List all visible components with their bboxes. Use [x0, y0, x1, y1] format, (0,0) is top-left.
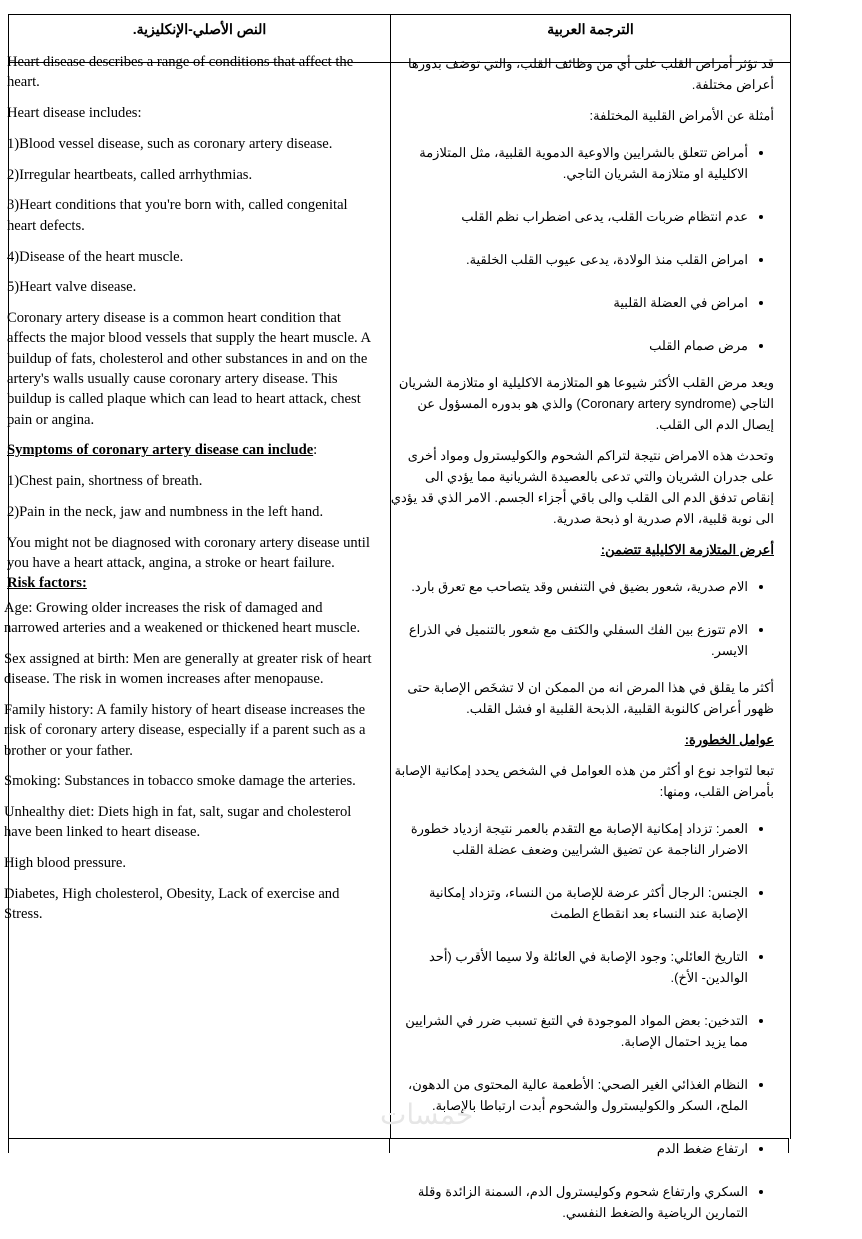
cad-paragraph: Coronary artery disease is a common heart condition that affects the major blood vessels that supply the heart muscle. A buildup of fats, cholesterol and other substances in and on the artery's walls usually cause coronary artery disease. This buildup is called plaque which can lead to heart attack, chest pain or angina. — [7, 310, 371, 428]
symptoms-heading: Symptoms of coronary artery disease can include — [7, 442, 314, 459]
risk-item: • التاريخ العائلي: وجود الإصابة في العائلة ولا سيما الأقرب (أحد الوالدين- الأخ). — [389, 940, 748, 988]
list-item: • مرض صمام القلب — [389, 329, 748, 356]
cause-paragraph: وتحدث هذه الامراض نتيجة لتراكم الشحوم والكوليسترول ومواد أخرى على جدران الشريان والتي تدعى بالعصيدة الشريانية مما يؤدي الى إنقاص تدفق الدم الى القلب والى باقي أجزاء الجسم. الامر الذي قد يؤدي الى نوبة قلبية، الام صدرية او ذبحة صدرية. — [390, 448, 774, 526]
arabic-column — [389, 53, 774, 1239]
risk-item: Unhealthy diet: Diets high in fat, salt, sugar and cholesterol have been linked to heart disease. — [4, 804, 352, 841]
includes-label: Heart disease includes: — [7, 105, 142, 122]
risk-item: • التدخين: بعض المواد الموجودة في التبغ تسبب ضرر في الشرايين مما يزيد احتمال الإصابة. — [389, 1004, 748, 1052]
list-item: 3)Heart conditions that you're born with, called congenital heart defects. — [7, 197, 348, 234]
list-item: • امراض في العضلة القلبية — [389, 286, 748, 313]
symptoms-heading: أعرض المتلازمة الاكليلية تتضمن: — [600, 542, 774, 557]
header-original: النص الأصلي-الإنكليزية. — [9, 15, 390, 63]
list-item: • عدم انتظام ضربات القلب، يدعى اضطراب نظم القلب — [389, 200, 748, 227]
risk-item: • العمر: تزداد إمكانية الإصابة مع التقدم بالعمر نتيجة ازدياد خطورة الاضرار الناجمة عن تضيق الشرايين وضعف عضلة القلب — [389, 812, 748, 860]
row-border — [8, 1139, 9, 1153]
diagnosis-paragraph: You might not be diagnosed with coronary artery disease until you have a heart attack, angina, a stroke or heart failure. — [7, 534, 370, 572]
diagnosis-paragraph: أكثر ما يقلق في هذا المرض انه من الممكن ان لا تشخَص الإصابة حتى ظهور أعراض كالنوبة القلبية، الذبحة القلبية او فشل القلب. — [407, 680, 774, 716]
examples-label: أمثلة عن الأمراض القلبية المختلفة: — [589, 108, 774, 123]
list-item: • أمراض تتعلق بالشرايين والاوعية الدموية القلبية، مثل المتلازمة الاكليلية او متلازمة الشريان التاجي. — [389, 136, 748, 184]
list-item: • الام صدرية، شعور بضيق في التنفس وقد يتصاحب مع تعرق بارد. — [389, 570, 748, 597]
risk-list — [389, 812, 774, 1223]
risk-item: • ارتفاع ضغط الدم — [389, 1132, 748, 1159]
list-item: • امراض القلب منذ الولادة، يدعى عيوب القلب الخلقية. — [389, 243, 748, 270]
colon: : — [313, 442, 318, 459]
column-divider — [389, 1139, 390, 1153]
list-item: 2)Irregular heartbeats, called arrhythmias. — [7, 166, 253, 183]
row-border — [788, 1139, 789, 1153]
risk-item: Age: Growing older increases the risk of damaged and narrowed arteries and a weakened or thickened heart muscle. — [4, 599, 361, 637]
list-item: 5)Heart valve disease. — [7, 279, 137, 296]
risk-intro: تبعا لتواجد نوع او أكثر من هذه العوامل في الشخص يحدد إمكانية الإصابة بأمراض القلب، ومنها: — [394, 763, 774, 799]
list-item: 2)Pain in the neck, jaw and numbness in the left hand. — [7, 504, 324, 521]
list-item: 1)Blood vessel disease, such as coronary artery disease. — [7, 135, 333, 152]
symptoms-heading-row — [7, 440, 375, 460]
english-column — [4, 52, 375, 935]
disease-list — [389, 136, 774, 356]
list-item: 1)Chest pain, shortness of breath. — [7, 473, 203, 490]
list-item: 4)Disease of the heart muscle. — [7, 248, 184, 265]
risk-item: Sex assigned at birth: Men are generally at greater risk of heart disease. The risk in women increases after menopause. — [4, 650, 372, 688]
risk-item: High blood pressure. — [4, 855, 127, 872]
risk-heading: Risk factors: — [7, 575, 87, 592]
intro-paragraph: قد تؤثر أمراض القلب على أي من وظائف القلب، والتي توصَف بدورها أعراض مختلفة. — [407, 56, 774, 92]
symptoms-list — [389, 570, 774, 661]
intro-paragraph: Heart disease describes a range of conditions that affect the heart. — [7, 54, 354, 91]
cad-paragraph: ويعد مرض القلب الأكثر شيوعا هو المتلازمة الاكليلية او متلازمة الشريان التاجي (Coronary artery syndrome) والذي هو بدوره المسؤول عن إيصال الدم الى القلب. — [398, 375, 774, 432]
risk-item: • النظام الغذائي الغير الصحي: الأطعمة عالية المحتوى من الدهون، الملح، السكر والكوليسترول والشحوم أبدت ارتباطا بالإصابة. — [389, 1068, 748, 1116]
list-item: • الام تتوزع بين الفك السفلي والكتف مع شعور بالتنميل في الذراع الايسر. — [389, 613, 748, 661]
next-table-row — [8, 1138, 789, 1153]
risk-item: • الجنس: الرجال أكثر عرضة للإصابة من النساء، وتزداد إمكانية الإصابة عند النساء بعد انقطاع الطمث — [389, 876, 748, 924]
risk-item: Smoking: Substances in tobacco smoke damage the arteries. — [4, 773, 356, 790]
risk-item: Family history: A family history of heart disease increases the risk of coronary artery disease, especially if a parent such as a brother or your father. — [4, 701, 366, 759]
risk-item: Diabetes, High cholesterol, Obesity, Lack of exercise and Stress. — [4, 886, 340, 923]
watermark-logo: خمسات — [380, 1098, 474, 1131]
header-translation: الترجمة العربية — [391, 15, 790, 63]
risk-heading: عوامل الخطورة: — [684, 732, 774, 747]
risk-item: • السكري وارتفاع شحوم وكوليسترول الدم، السمنة الزائدة وقلة التمارين الرياضية والضغط النفسي. — [389, 1175, 748, 1223]
